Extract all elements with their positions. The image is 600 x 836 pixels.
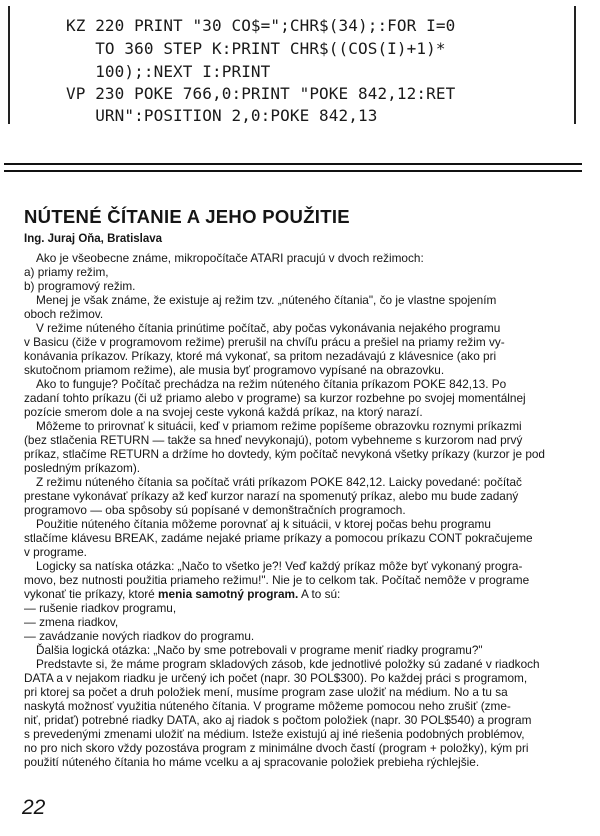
body-line: a) priamy režim, [24, 265, 109, 279]
body-line: stlačíme klávesu BREAK, zadáme nejaké priame príkazy a pomocou príkazu CONT pokračujeme [24, 531, 533, 545]
body-line: Ako to funguje? Počítač prechádza na režim núteného čítania príkazom POKE 842,13. Po [36, 377, 507, 391]
basic-code-listing [8, 6, 576, 124]
body-line: v Basicu (čiže v programovom režime) prerušil na chvíľu prácu a prešiel na priamy režim vy- [24, 335, 505, 349]
body-line: posledným príkazom). [24, 461, 141, 475]
body-line: no pro nich skoro vždy pozostáva program z minimálne dvoch častí (program + položky), kým pri [24, 741, 529, 755]
body-line: konávania príkazov. Príkazy, ktoré má vykonať, sa pritom nezadávajú z klávesnice (ako pri [24, 349, 497, 363]
body-line: pozície smerom dole a na svojej ceste vykoná každá príkaz, na ktorý narazí. [24, 405, 423, 419]
body-line: V režime núteného čítania prinútime počítač, aby počas vykonávania nejakého programu [36, 321, 501, 335]
body-line: Použitie núteného čítania môžeme porovnať aj k situácii, v ktorej počas behu programu [36, 517, 491, 531]
section-divider-top [4, 163, 582, 165]
body-line: Menej je však známe, že existuje aj režim tzv. „núteného čítania", čo je vlastne spojením [36, 293, 497, 307]
body-line [24, 587, 340, 601]
code-line: TO 360 STEP K:PRINT CHR$((COS(I)+1)* [66, 39, 446, 58]
body-line: naskytá možnosť využitia núteného čítania. V programe môžeme pomocou neho zrušiť (zme- [24, 699, 511, 713]
code-line: KZ 220 PRINT "30 CO$=";CHR$(34);:FOR I=0 [66, 16, 456, 35]
body-line: Z režimu núteného čítania sa počítač vráti príkazom POKE 842,12. Laicky povedané: počítač [36, 475, 522, 489]
section-divider-bottom [4, 170, 582, 172]
body-line: Ako je všeobecne známe, mikropočítače ATARI pracujú v dvoch režimoch: [36, 251, 424, 265]
emphasis-text: menia samotný program. [158, 587, 299, 601]
body-text: vykonať tie príkazy, ktoré [24, 587, 155, 601]
page-number: 22 [22, 796, 46, 819]
body-line: s prevedenými zmenami uložiť na médium. Isteže existujú aj iné riešenia podobných problémov, [24, 727, 525, 741]
body-line: (bez stlačenia RETURN — takže sa hneď nevykonajú), potom vybehneme s kurzorom nad prvý [24, 433, 523, 447]
list-item: — zmena riadkov, [24, 615, 119, 629]
body-line: Ďalšia logická otázka: „Načo by sme potrebovali v programe meniť riadky programu?" [36, 643, 483, 657]
code-line: VP 230 POKE 766,0:PRINT "POKE 842,12:RET [66, 84, 456, 103]
body-line: b) programový režim. [24, 279, 136, 293]
article-author: Ing. Juraj Oňa, Bratislava [24, 233, 163, 245]
body-line: oboch režimov. [24, 307, 104, 321]
body-line: skutočnom priamom režime), ale musia byť programovo vypísané na obrazovku. [24, 363, 445, 377]
code-line: 100);:NEXT I:PRINT [66, 62, 271, 81]
body-line: Môžeme to prirovnať k situácii, keď v priamom režime popíšeme obrazovku roznymi príkazmi [36, 419, 522, 433]
body-line: príkaz, stlačíme RETURN a držíme ho dovtedy, kým počítač nevykoná všetky príkazy (kurzor je pod [24, 447, 545, 461]
body-line: zadaní tohto príkazu (či už priamo alebo v programe) sa kurzor rozbehne po svojej momentálnej [24, 391, 526, 405]
body-line: programovo — oba spôsoby sú popísané v demonštračních programoch. [24, 503, 406, 517]
code-line: URN":POSITION 2,0:POKE 842,13 [66, 106, 378, 125]
body-text: A to sú: [300, 587, 341, 601]
body-line: movo, bez nutnosti použitia priameho režimu!". Nie je to celkom tak. Počítač nemôže v programe [24, 573, 530, 587]
body-line: prestane vykonávať príkazy až keď kurzor narazí na spomenutý príkaz, alebo mu bude zadaný [24, 489, 519, 503]
list-item: — rušenie riadkov programu, [24, 601, 177, 615]
body-line: pri ktorej sa počet a druh položiek mení, musíme program zase uložiť na médium. No a tu sa [24, 685, 508, 699]
body-line: v programe. [24, 545, 87, 559]
body-line: DATA a v nejakom riadku je určený ich počet (napr. 30 POL$300). Po každej práci s programom, [24, 671, 528, 685]
article-title: NÚTENÉ ČÍTANIE A JEHO POUŽITIE [24, 206, 350, 227]
body-line: niť, pridať) potrebné riadky DATA, ako aj riadok s počtom položiek (napr. 30 POL$540) a program [24, 713, 532, 727]
list-item: — zavádzanie nových riadkov do programu. [24, 629, 255, 643]
body-line: použití núteného čítania ho máme vcelku a aj spracovanie položiek prebieha rýchlejšie. [24, 755, 480, 769]
body-line: Predstavte si, že máme program skladových zásob, kde jednotlivé položky sú zadané v riadkoch [36, 657, 540, 671]
body-line: Logicky sa natíska otázka: „Načo to všetko je?! Veď každý príkaz môže byť vykonaný progra- [36, 559, 523, 573]
